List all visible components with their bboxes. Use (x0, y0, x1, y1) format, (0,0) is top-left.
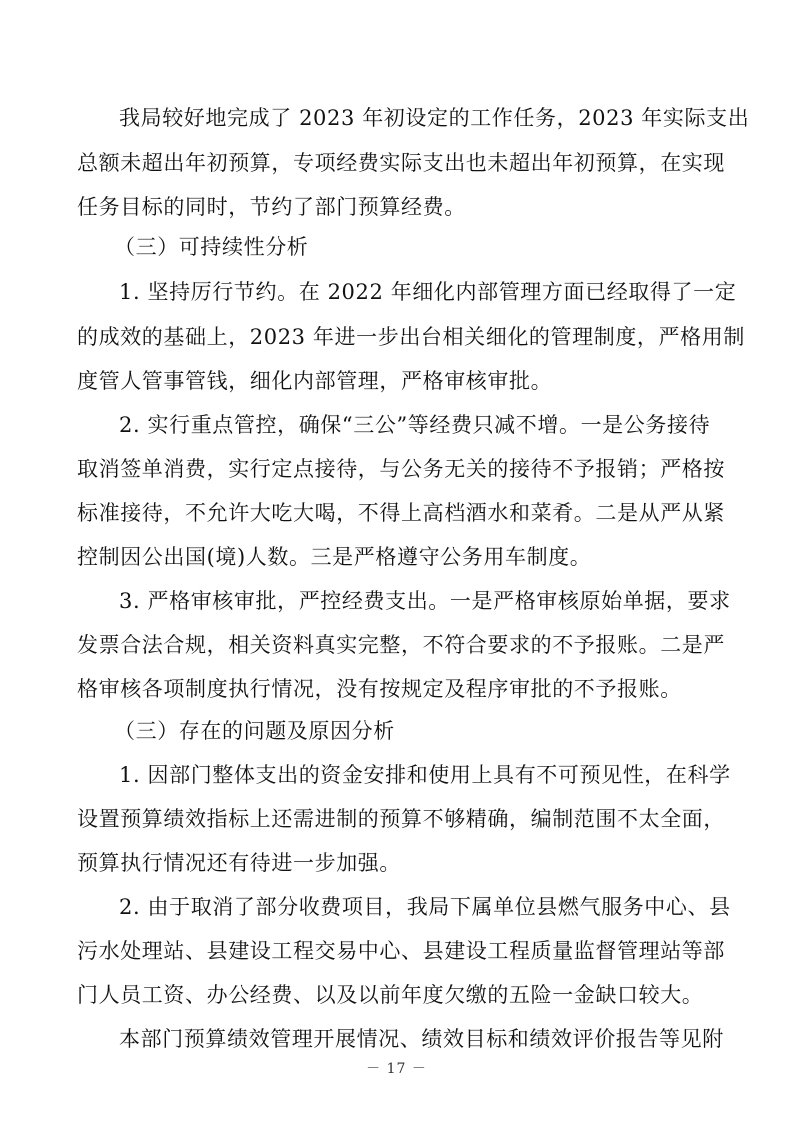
paragraph-5-line-1: 1. 因部门整体支出的资金安排和使用上具有不可预见性，在科学 (119, 763, 731, 787)
paragraph-6-line-2: 污水处理站、县建设工程交易中心、县建设工程质量监督管理站等部 (77, 939, 725, 963)
paragraph-2-line-2: 的成效的基础上，2023 年进一步出台相关细化的管理制度，严格用制 (77, 325, 745, 349)
paragraph-4-line-1: 3. 严格审核审批，严控经费支出。一是严格审核原始单据，要求 (119, 589, 731, 613)
paragraph-3-line-4: 控制因公出国(境)人数。三是严格遵守公务用车制度。 (77, 545, 592, 569)
paragraph-6-line-1: 2. 由于取消了部分收费项目，我局下属单位县燃气服务中心、县 (119, 895, 731, 919)
section-heading-sustainability: （三）可持续性分析 (114, 235, 309, 259)
paragraph-3-line-2: 取消签单消费，实行定点接待，与公务无关的接待不予报销；严格按 (77, 457, 725, 481)
paragraph-5-line-3: 预算执行情况还有待进一步加强。 (77, 851, 401, 875)
section-heading-problems: （三）存在的问题及原因分析 (114, 719, 395, 743)
paragraph-5-line-2: 设置预算绩效指标上还需进制的预算不够精确，编制范围不太全面， (77, 807, 725, 831)
paragraph-7-line-1: 本部门预算绩效管理开展情况、绩效目标和绩效评价报告等见附 (119, 1027, 724, 1051)
paragraph-2-line-1: 1. 坚持厉行节约。在 2022 年细化内部管理方面已经取得了一定 (119, 280, 737, 304)
paragraph-2-line-3: 度管人管事管钱，细化内部管理，严格审核审批。 (77, 369, 553, 393)
paragraph-3-line-3: 标准接待，不允许大吃大喝，不得上高档酒水和菜肴。二是从严从紧 (77, 501, 725, 525)
paragraph-1-line-3: 任务目标的同时，节约了部门预算经费。 (77, 195, 466, 219)
paragraph-4-line-3: 格审核各项制度执行情况，没有按规定及程序审批的不予报账。 (77, 677, 682, 701)
paragraph-4-line-2: 发票合法合规，相关资料真实完整，不符合要求的不予报账。二是严 (77, 633, 725, 657)
paragraph-3-line-1: 2. 实行重点管控，确保“三公”等经费只减不增。一是公务接待 (119, 413, 711, 437)
paragraph-6-line-3: 门人员工资、办公经费、以及以前年度欠缴的五险一金缺口较大。 (77, 983, 704, 1007)
page-number: － 17 － (366, 1061, 427, 1077)
paragraph-1-line-1: 我局较好地完成了 2023 年初设定的工作任务，2023 年实际支出 (119, 106, 750, 130)
paragraph-1-line-2: 总额未超出年初预算，专项经费实际支出也未超出年初预算，在实现 (77, 151, 725, 175)
